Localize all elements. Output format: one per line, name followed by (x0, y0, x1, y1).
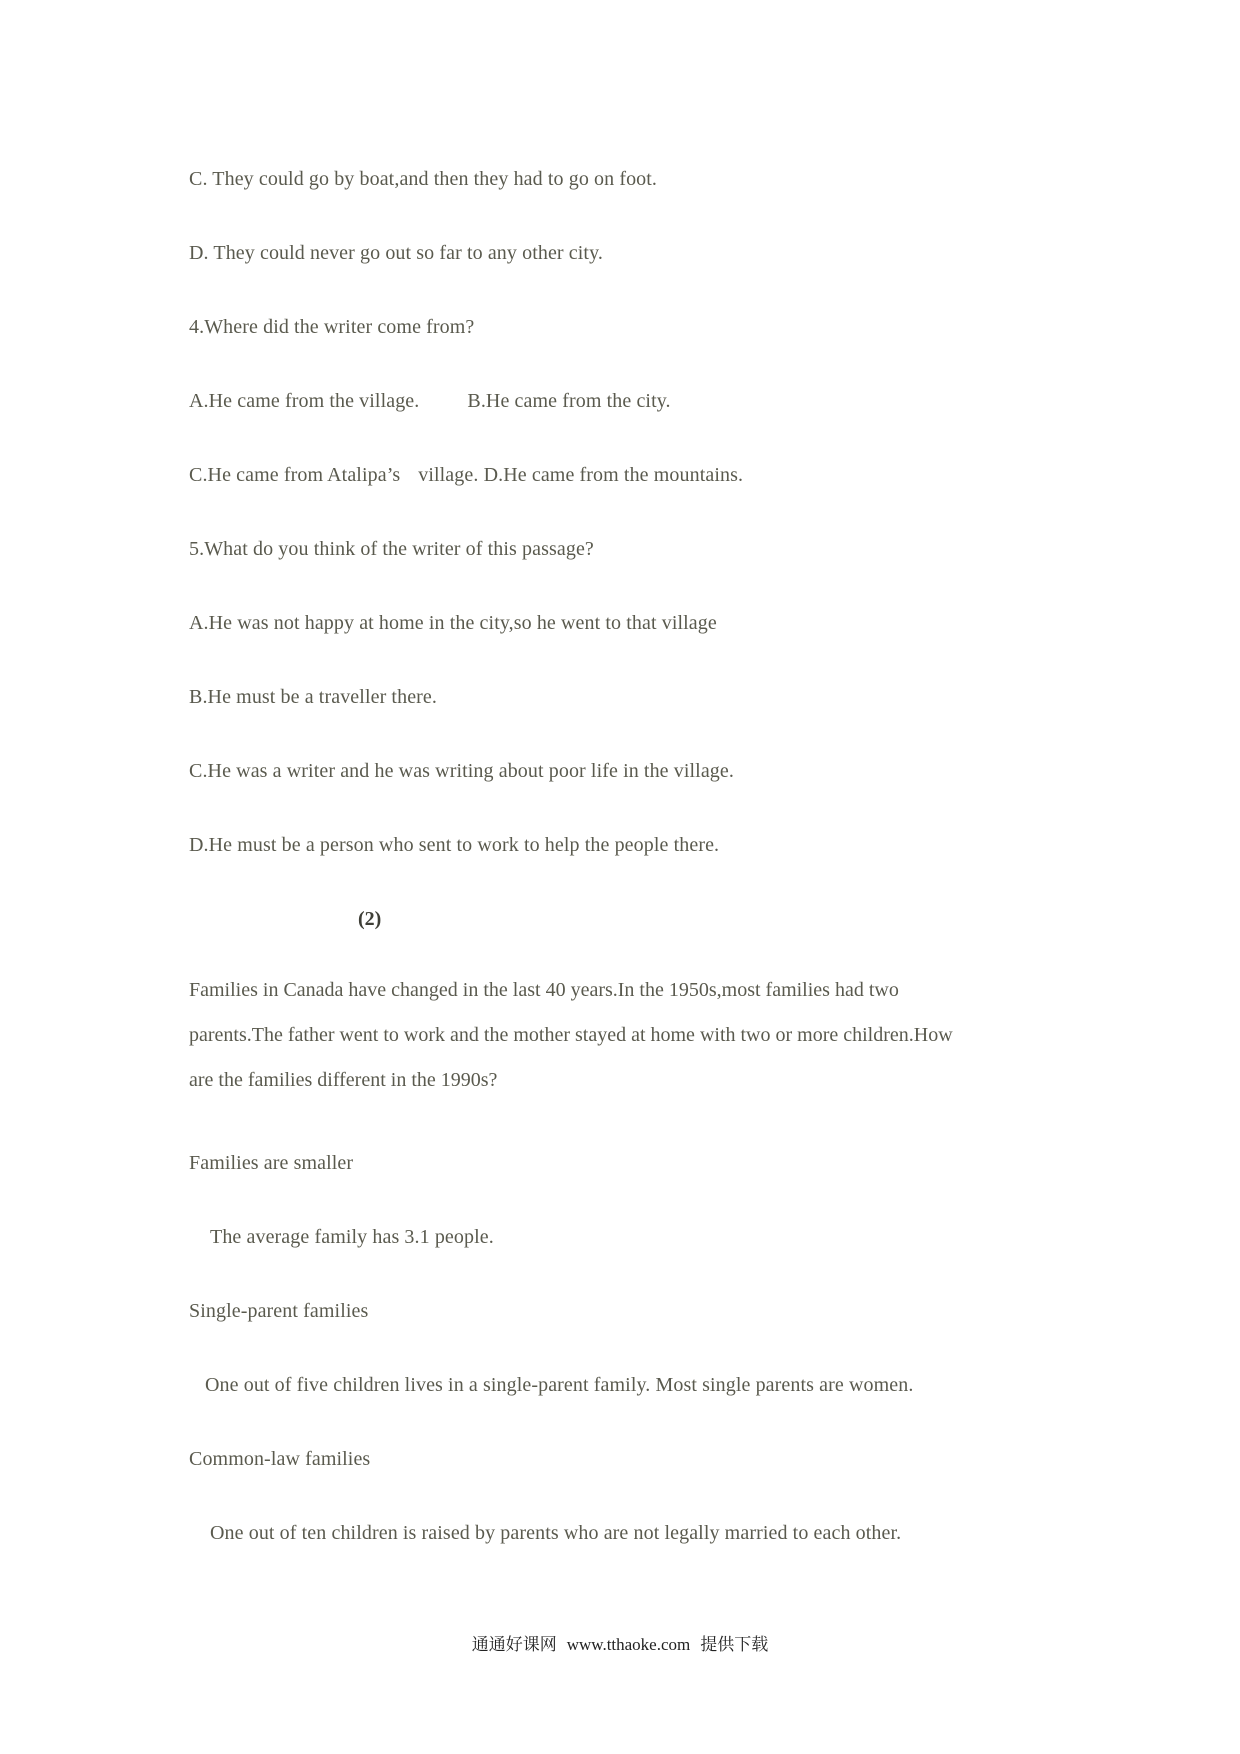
intro-line-1: Families in Canada have changed in the last 40 years.In the 1950s,most families had two (189, 979, 899, 1001)
q5-stem: 5.What do you think of the writer of this passage? (189, 538, 594, 560)
item-detail: The average family has 3.1 people. (210, 1226, 494, 1248)
q3-option-c: C. They could go by boat,and then they had to go on foot. (189, 168, 658, 190)
q3-option-d: D. They could never go out so far to any other city. (189, 242, 603, 264)
q4-option-c: C.He came from Atalipa’s (189, 464, 401, 486)
footer-site-name: 通通好课网 (471, 1635, 557, 1655)
q5-option-c: C.He was a writer and he was writing about poor life in the village. (189, 760, 734, 782)
item-detail: One out of ten children is raised by parents who are not legally married to each other. (210, 1522, 902, 1544)
intro-line-2: parents.The father went to work and the mother stayed at home with two or more children.How (189, 1024, 953, 1046)
intro-line-3: are the families different in the 1990s? (189, 1069, 498, 1091)
footer-suffix: 提供下载 (700, 1635, 769, 1655)
item-title: Single-parent families (189, 1300, 369, 1322)
q5-option-a: A.He was not happy at home in the city,so he went to that village (189, 612, 717, 634)
q4-options-cd (189, 462, 743, 488)
item-title: Families are smaller (189, 1152, 354, 1174)
item-detail: One out of five children lives in a single-parent family. Most single parents are women. (205, 1374, 914, 1396)
q4-option-b: B.He came from the city. (467, 390, 671, 412)
section2-intro (189, 968, 1039, 1103)
item-title: Common-law families (189, 1448, 371, 1470)
q4-options-ab (189, 388, 671, 414)
q5-option-b: B.He must be a traveller there. (189, 686, 438, 708)
page-footer (0, 1633, 1240, 1657)
section-heading: (2) (358, 908, 382, 930)
footer-url[interactable]: www.tthaoke.com (566, 1635, 691, 1654)
q4-stem: 4.Where did the writer come from? (189, 316, 475, 338)
q4-option-c-tail: village. (418, 464, 479, 486)
q4-option-a: A.He came from the village. (189, 390, 420, 412)
q4-option-d: D.He came from the mountains. (483, 464, 744, 486)
q5-option-d: D.He must be a person who sent to work to help the people there. (189, 834, 720, 856)
